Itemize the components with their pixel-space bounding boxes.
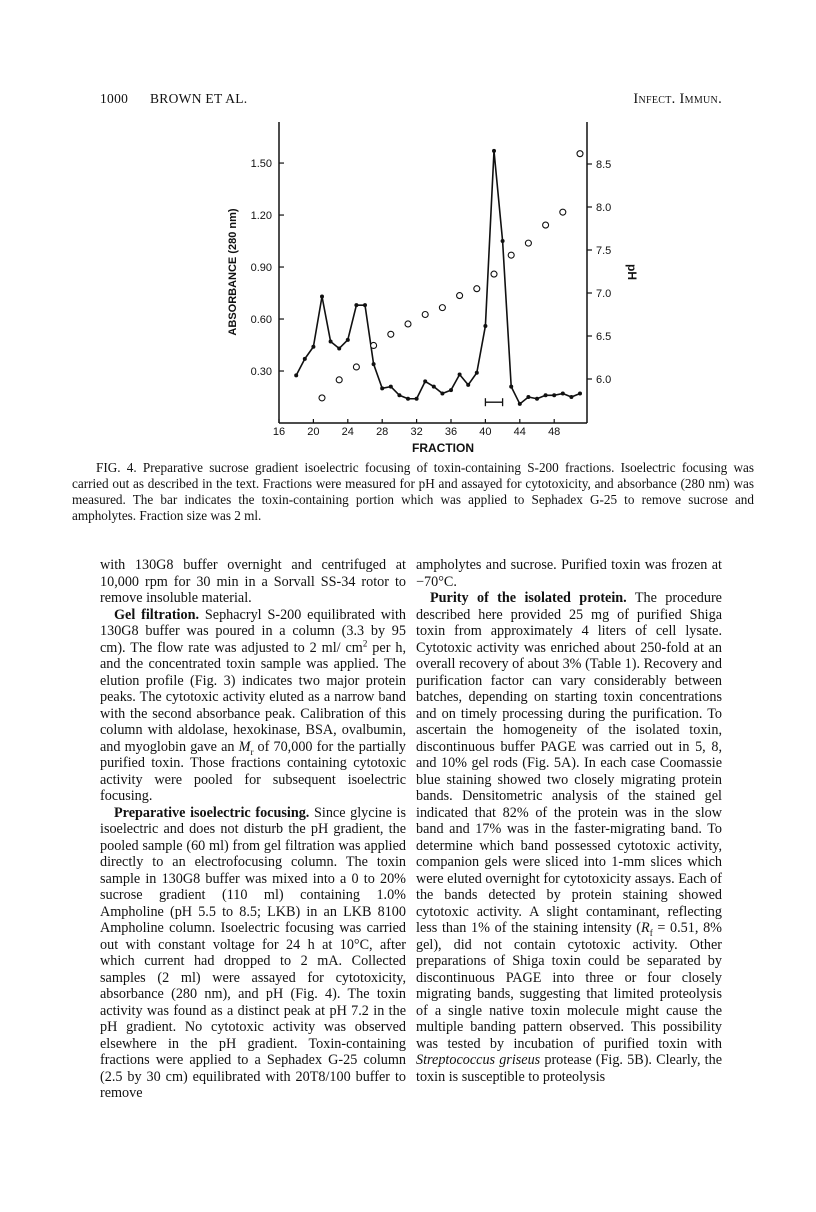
absorbance-point [578, 392, 582, 396]
absorbance-point [552, 393, 556, 397]
y-tick-label: 0.30 [250, 366, 272, 379]
left-column [100, 557, 406, 1102]
absorbance-point [415, 397, 419, 401]
absorbance-point [501, 239, 505, 243]
figure-4-chart [0, 0, 816, 458]
absorbance-point [397, 393, 401, 397]
x-tick-label: 48 [548, 426, 561, 438]
paragraph [416, 557, 722, 590]
x-tick-label: 20 [307, 426, 320, 438]
y-axis-title: ABSORBANCE (280 nm) [227, 208, 239, 336]
absorbance-point [509, 385, 513, 389]
text-run: 2 [362, 637, 368, 648]
x-axis-title: FRACTION [412, 441, 474, 455]
absorbance-point [561, 392, 565, 396]
absorbance-point [526, 395, 530, 399]
ph-point [371, 342, 377, 348]
x-tick-label: 16 [272, 426, 286, 438]
absorbance-point [483, 324, 487, 328]
x-tick-label: 28 [376, 426, 389, 438]
y-tick-label: 0.90 [250, 262, 272, 275]
text-run: f [649, 927, 653, 938]
absorbance-point [569, 395, 573, 399]
text-run: ampholytes and sucrose. Purified toxin was frozen at −70°C. [416, 557, 722, 590]
absorbance-point [475, 371, 479, 375]
absorbance-point [380, 386, 384, 390]
text-run: The procedure described here provided 25 mg of purified Shiga toxin from approximately 4 liters of cell lysate. Cytotoxic activity was enriched about 250-fold at an overall recovery of about 3% (Table 1). Recovery and purification factor can vary considerably between batches, depending on starting toxin concentrations and on timely processing during the purification. To ascertain the homogeneity of the isolated toxin, discontinuous buffer PAGE was carried out in 5, 8, and 10% gel rods (Fig. 5A). In each case Coomassie blue staining showed two closely migrating protein bands. Densitometric analysis of the stained gel indicated that 82% of the protein was in the slow band and 17% was in the faster-migrating band. To determine which band possessed cytotoxic activity, companion gels were sliced into 1-mm slices which were eluted overnight for cytotoxicity assays. Each of the bands detected by protein staining showed cytotoxic activity. A slight contaminant, reflecting less than 1% of the staining intensity ( [416, 590, 722, 936]
y2-tick-label: 7.5 [596, 245, 612, 257]
text-run: M [238, 738, 251, 755]
ph-point [388, 331, 394, 337]
text-run: Since glycine is isoelectric and does not disturb the pH gradient, the pooled sample (60 ml) from gel filtration was applied directly to an electrofocusing column. The toxin sample in 130G8 buffer was mixed into a 0 to 20% sucrose gradient (110 ml) containing 1.0% Ampholine (pH 5.5 to 8.5; LKB) in an LKB 8100 Ampholine column. Isoelectric focusing was carried out with constant voltage for 24 h at 10°C, after which current had dropped to 2 mA. Collected samples (2 ml) were assayed for cytotoxicity, absorbance (280 nm), and pH (Fig. 4). The toxin activity was found as a distinct peak at pH 7.2 in the pH gradient. No cytotoxic activity was observed elsewhere in the pH gradient. Toxin-containing fractions were applied to a Sephadex G-25 column (2.5 by 30 cm) equilibrated with 20T8/100 buffer to remove [100, 804, 406, 1101]
absorbance-point [294, 373, 298, 377]
paragraph [100, 607, 406, 805]
ph-point [439, 305, 445, 311]
absorbance-point [303, 357, 307, 361]
text-run: per h, and the concentrated toxin sample was applied. The elution profile (Fig. 3) indicates two major protein peaks. The cytotoxic activity eluted as a narrow band with the second absorbance peak. Calibration of this column with aldolase, hexokinase, BSA, ovalbumin, and myoglobin gave an [100, 639, 406, 755]
absorbance-point [432, 385, 436, 389]
y-tick-label: 1.20 [250, 210, 272, 223]
absorbance-point [363, 303, 367, 307]
ph-point [577, 151, 583, 157]
absorbance-point [389, 385, 393, 389]
absorbance-point [337, 346, 341, 350]
absorbance-point [535, 397, 539, 401]
absorbance-point [492, 149, 496, 153]
paragraph [416, 590, 722, 1085]
ph-point [405, 321, 411, 327]
ph-point [474, 286, 480, 292]
ph-point [353, 364, 359, 370]
journal-name: Infect. Immun. [633, 91, 722, 107]
ph-point [560, 209, 566, 215]
absorbance-point [466, 383, 470, 387]
ph-point [319, 395, 325, 401]
y-tick-label: 0.60 [250, 314, 272, 327]
ph-point [525, 240, 531, 246]
ph-point [491, 271, 497, 277]
section-heading: Preparative isoelectric focusing. [114, 804, 310, 821]
y2-tick-label: 6.5 [596, 331, 612, 343]
absorbance-point [372, 362, 376, 366]
text-run: protease (Fig. 5B). Clearly, the toxin is susceptible to proteolysis [416, 1052, 722, 1085]
y-tick-label: 1.50 [250, 158, 272, 171]
paragraph [100, 557, 406, 607]
absorbance-point [440, 392, 444, 396]
right-column [416, 557, 722, 1085]
x-tick-label: 44 [513, 426, 526, 438]
page-number: 1000 [100, 91, 129, 106]
absorbance-line [296, 151, 580, 404]
text-run: Sephacryl S-200 equilibrated with 130G8 buffer was poured in a column (3.3 by 95 cm). The flow rate was adjusted to 2 ml/ cm [100, 606, 407, 656]
text-run: Streptococcus griseus [416, 1052, 541, 1068]
absorbance-point [423, 379, 427, 383]
y2-tick-label: 8.0 [596, 202, 612, 214]
absorbance-point [311, 345, 315, 349]
absorbance-point [449, 388, 453, 392]
text-run: with 130G8 buffer overnight and centrifuged at 10,000 rpm for 30 min in a Sorvall SS-34 rotor to remove insoluble material. [100, 557, 406, 606]
running-authors: BROWN ET AL. [150, 91, 248, 106]
y2-tick-label: 8.5 [596, 159, 612, 171]
absorbance-point [354, 303, 358, 307]
x-tick-label: 24 [341, 426, 354, 438]
absorbance-point [406, 397, 410, 401]
y2-tick-label: 6.0 [596, 374, 612, 386]
absorbance-point [329, 340, 333, 344]
text-run: of 70,000 for the partially purified toxin. Those fractions containing cytotoxic activity were pooled for subsequent isoelectric focusing. [100, 738, 407, 804]
absorbance-point [518, 402, 522, 406]
text-run: r [250, 746, 254, 757]
ph-point [336, 377, 342, 383]
figure-caption: FIG. 4. Preparative sucrose gradient isoelectric focusing of toxin-containing S-200 fractions. Isoelectric focusing was carried out as described in the text. Fractions were measured for pH and assayed for cytotoxicity, and absorbance (280 nm) was measured. The bar indicates the toxin-containing portion which was applied to Sephadex G-25 to remove sucrose and ampholytes. Fraction size was 2 ml. [72, 460, 754, 523]
paragraph [100, 805, 406, 1102]
ph-point [457, 293, 463, 299]
ph-point [543, 222, 549, 228]
x-tick-label: 32 [410, 426, 423, 438]
x-tick-label: 36 [444, 426, 458, 438]
ph-point [422, 312, 428, 318]
section-heading: Gel filtration. [114, 606, 200, 623]
text-run: R [641, 920, 650, 936]
absorbance-point [458, 372, 462, 376]
x-tick-label: 40 [479, 426, 492, 438]
text-run: = 0.51, 8% gel), did not contain cytotoxic activity. Other preparations of Shiga toxin could be separated by discontinuous PAGE into three or four closely migrating bands, suggesting that limited proteolysis of a single native toxin molecule might cause the multiple banding pattern observed. This possibility was tested by incubation of purified toxin with [416, 920, 722, 1052]
absorbance-point [346, 338, 350, 342]
y2-tick-label: 7.0 [596, 288, 612, 300]
absorbance-point [544, 393, 548, 397]
section-heading: Purity of the isolated protein. [430, 590, 627, 606]
y2-axis-title: pH [625, 264, 639, 280]
absorbance-point [320, 294, 324, 298]
ph-point [508, 252, 514, 258]
